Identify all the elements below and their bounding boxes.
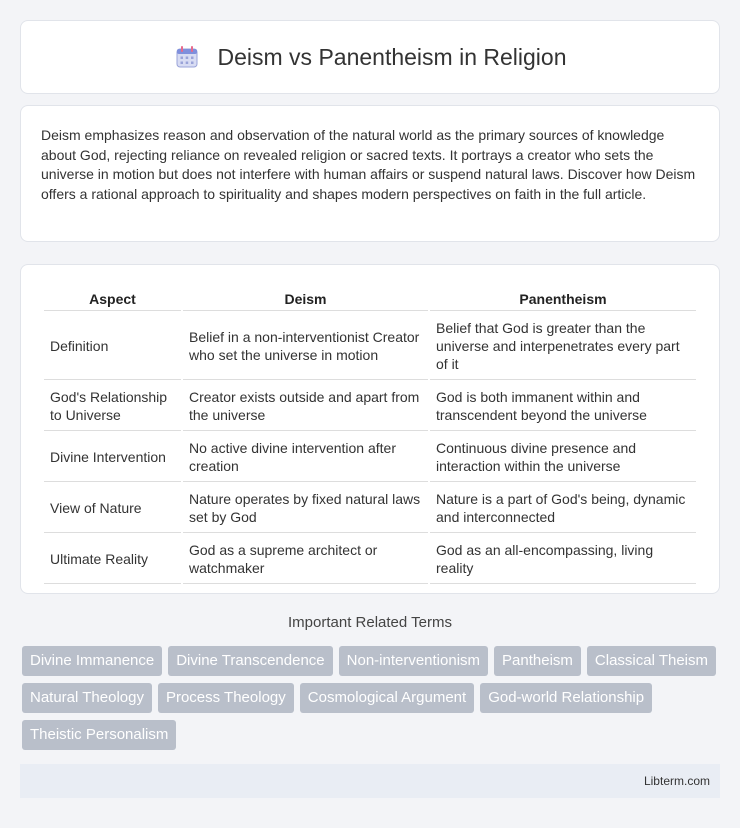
related-term-tag[interactable]: Natural Theology	[22, 683, 152, 713]
table-cell: View of Nature	[44, 484, 181, 533]
table-cell: God as an all-encompassing, living reality	[430, 535, 696, 584]
table-cell: Nature is a part of God's being, dynamic and interconnected	[430, 484, 696, 533]
related-term-tag[interactable]: Cosmological Argument	[300, 683, 474, 713]
comparison-table	[42, 285, 698, 586]
table-cell: Belief that God is greater than the universe and interpenetrates every part of it	[430, 313, 696, 380]
table-row	[44, 313, 696, 380]
table-cell: Creator exists outside and apart from the universe	[183, 382, 428, 431]
table-cell: Continuous divine presence and interaction within the universe	[430, 433, 696, 482]
column-header-aspect: Aspect	[44, 287, 181, 311]
footer	[20, 764, 720, 798]
table-row	[44, 382, 696, 431]
table-cell: Divine Intervention	[44, 433, 181, 482]
related-term-tag[interactable]: Divine Immanence	[22, 646, 162, 676]
table-cell: God's Relationship to Universe	[44, 382, 181, 431]
table-row	[44, 484, 696, 533]
related-term-tag[interactable]: Pantheism	[494, 646, 581, 676]
related-terms-list	[22, 646, 722, 750]
table-cell: God as a supreme architect or watchmaker	[183, 535, 428, 584]
table-row	[44, 433, 696, 482]
table-cell: No active divine intervention after creation	[183, 433, 428, 482]
related-term-tag[interactable]: Classical Theism	[587, 646, 716, 676]
column-header-panentheism: Panentheism	[430, 287, 696, 311]
intro-text: Deism emphasizes reason and observation of the natural world as the primary sources of knowledge about God, rejecting reliance on revealed religion or sacred texts. It portrays a creator who sets the universe in motion but does not interfere with human affairs or suspend natural laws. Discover how Deism offers a rational approach to spirituality and shapes modern perspectives on faith in the full article.	[41, 127, 696, 202]
table-cell: Ultimate Reality	[44, 535, 181, 584]
related-term-tag[interactable]: Theistic Personalism	[22, 720, 176, 750]
related-terms-title: Important Related Terms	[288, 614, 452, 631]
table-cell: Nature operates by fixed natural laws set by God	[183, 484, 428, 533]
table-cell: God is both immanent within and transcendent beyond the universe	[430, 382, 696, 431]
title-card	[20, 20, 720, 94]
calendar-icon	[174, 44, 200, 70]
related-term-tag[interactable]: Divine Transcendence	[168, 646, 332, 676]
intro-card	[20, 105, 720, 242]
column-header-deism: Deism	[183, 287, 428, 311]
footer-brand-link[interactable]: Libterm.com	[643, 774, 710, 788]
comparison-table-card	[20, 264, 720, 594]
related-term-tag[interactable]: God-world Relationship	[480, 683, 652, 713]
table-cell: Definition	[44, 313, 181, 380]
table-header-row	[44, 287, 696, 311]
related-term-tag[interactable]: Non-interventionism	[339, 646, 488, 676]
page-title: Deism vs Panentheism in Religion	[217, 43, 567, 70]
table-row	[44, 535, 696, 584]
related-term-tag[interactable]: Process Theology	[158, 683, 294, 713]
table-cell: Belief in a non-interventionist Creator who set the universe in motion	[183, 313, 428, 380]
